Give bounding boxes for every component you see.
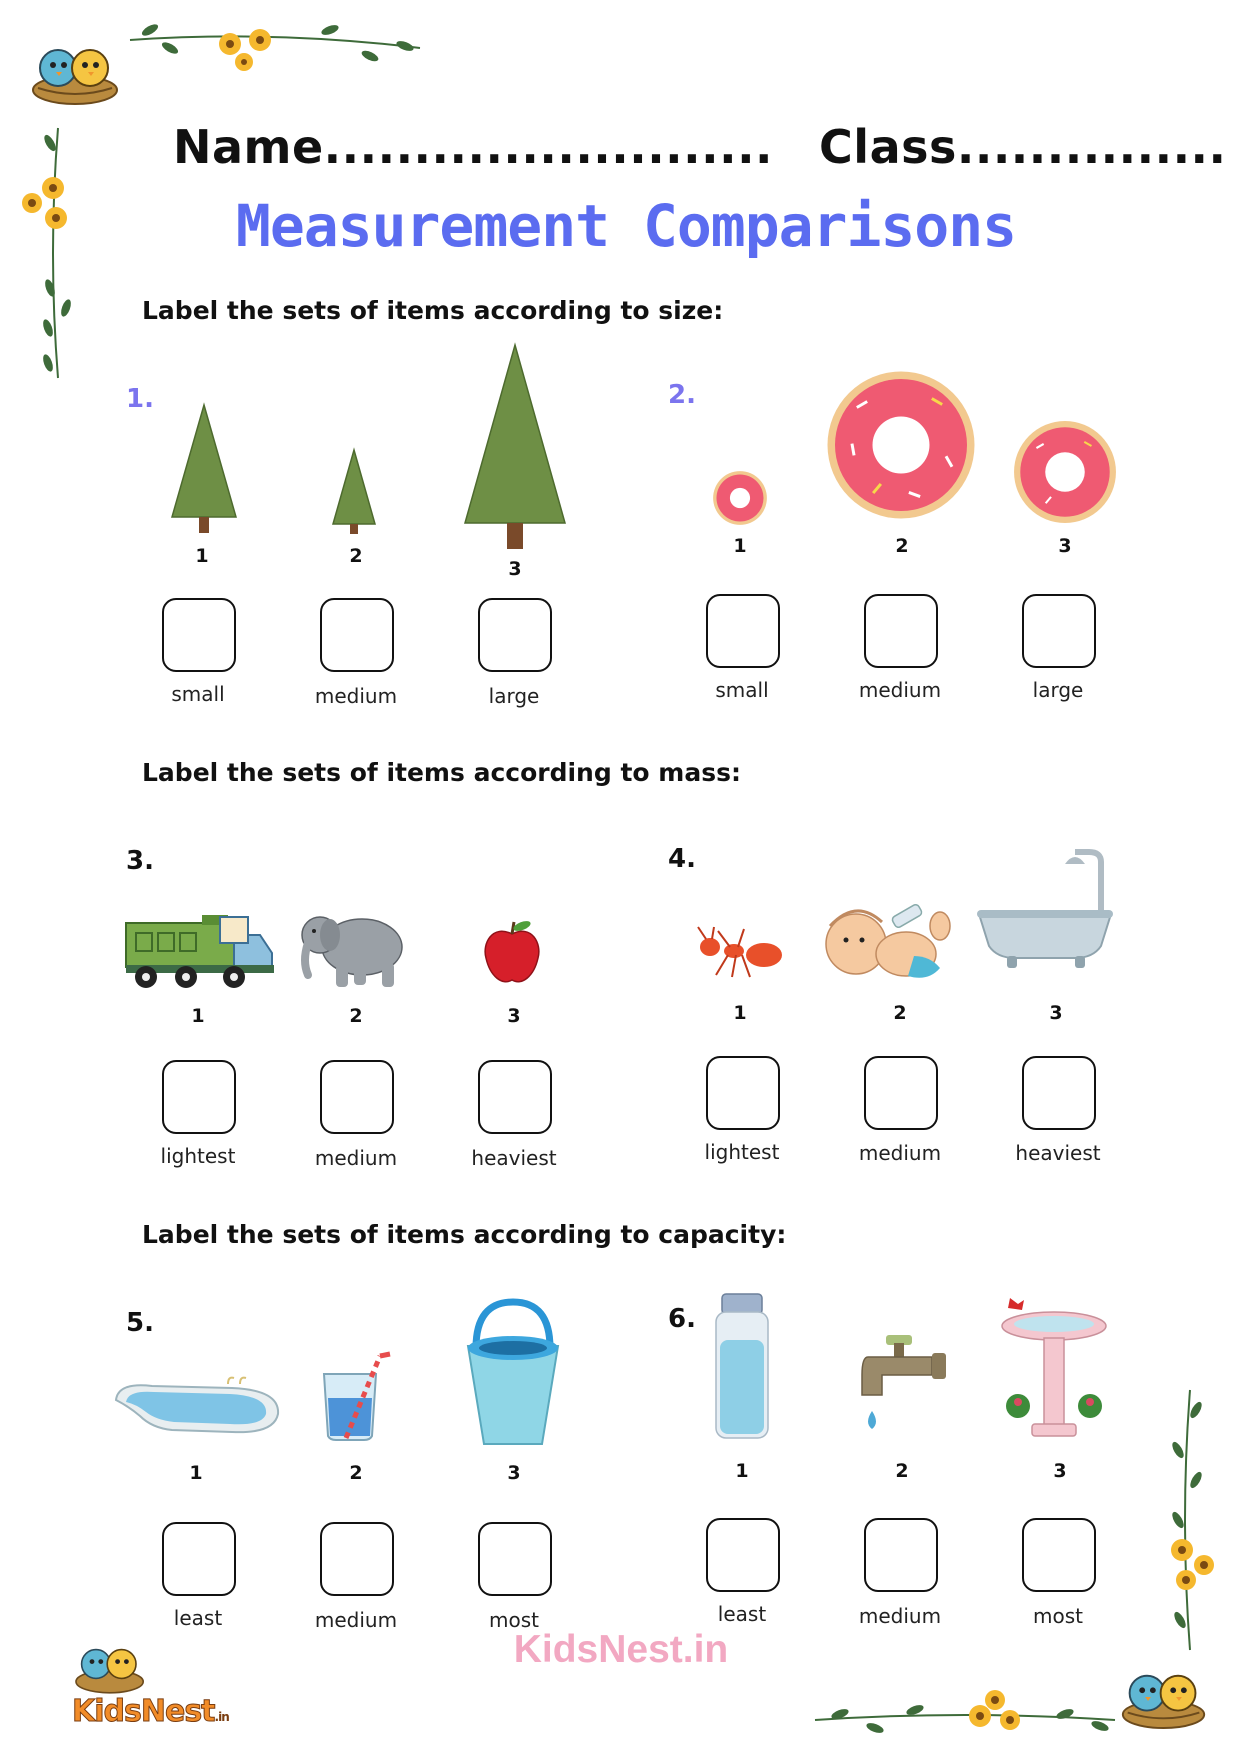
item-number: 1 [189,1462,203,1484]
apple-icon [482,918,542,986]
page-title: Measurement Comparisons [235,192,1017,260]
item-number: 1 [733,535,747,557]
item-number: 3 [508,558,522,580]
bird-nest-icon [1118,1664,1210,1732]
watermark: KidsNest.in [513,1628,729,1671]
answer-label: most [489,1608,539,1632]
answer-label: medium [314,1146,398,1170]
item-number: 1 [733,1002,747,1024]
answer-label: medium [314,1608,398,1632]
answer-box[interactable] [864,1056,938,1130]
answer-box[interactable] [320,1060,394,1134]
question-number: 4. [668,844,696,874]
section-heading-size: Label the sets of items according to size: [142,296,724,325]
answer-box[interactable] [864,594,938,668]
bathtub-icon [975,850,1115,978]
brand-name: KidsNest [72,1694,215,1729]
answer-label: heaviest [1015,1141,1101,1165]
ant-icon [692,925,784,980]
donut-icon [712,470,768,526]
tree-icon [172,405,236,535]
question-number: 6. [668,1304,696,1334]
answer-box[interactable] [706,594,780,668]
header [173,120,1227,174]
answer-label: lightest [160,1144,236,1168]
question-number: 5. [126,1308,154,1338]
name-field-label[interactable]: Name......................... [173,120,774,174]
brand-suffix: .in [214,1710,229,1724]
section-heading-capacity: Label the sets of items according to capacity: [142,1220,787,1249]
item-number: 2 [349,1005,363,1027]
tap-icon [848,1335,950,1445]
answer-label: lightest [704,1140,780,1164]
flower-vine-icon [1160,1390,1220,1650]
answer-label: medium [314,684,398,708]
answer-label: medium [858,1604,942,1628]
answer-label: least [173,1606,223,1630]
answer-box[interactable] [1022,594,1096,668]
item-number: 2 [895,535,909,557]
donut-icon [825,370,977,520]
answer-label: small [171,682,225,706]
glass-icon [318,1352,394,1442]
item-number: 2 [893,1002,907,1024]
section-heading-mass: Label the sets of items according to mass: [142,758,741,787]
bottle-icon [712,1290,772,1442]
answer-label: most [1033,1604,1083,1628]
donut-icon [1013,420,1117,524]
brand-logo [72,1694,229,1729]
answer-label: large [1032,678,1084,702]
answer-label: large [488,684,540,708]
elephant-icon [298,905,408,993]
item-number: 3 [1053,1460,1067,1482]
answer-box[interactable] [320,1522,394,1596]
baby-icon [822,900,957,988]
birdbath-icon [996,1290,1106,1445]
item-number: 2 [895,1460,909,1482]
tree-icon [333,450,375,535]
question-number: 2. [668,380,696,410]
item-number: 3 [1058,535,1072,557]
answer-label: medium [858,678,942,702]
question-number: 1. [126,384,154,414]
answer-box[interactable] [864,1518,938,1592]
answer-box[interactable] [478,598,552,672]
tree-icon [465,345,565,550]
item-number: 2 [349,545,363,567]
answer-box[interactable] [162,598,236,672]
truck-icon [122,905,277,990]
question-number: 3. [126,846,154,876]
item-number: 3 [1049,1002,1063,1024]
item-number: 1 [735,1460,749,1482]
bucket-icon [464,1298,562,1448]
answer-label: medium [858,1141,942,1165]
answer-box[interactable] [162,1522,236,1596]
flower-vine-icon [815,1690,1115,1750]
answer-label: least [717,1602,767,1626]
bird-nest-icon [28,38,123,108]
answer-box[interactable] [478,1060,552,1134]
pool-icon [112,1376,282,1438]
flower-vine-icon [130,18,420,78]
answer-label: small [715,678,769,702]
item-number: 3 [507,1462,521,1484]
class-field-label[interactable]: Class............... [819,120,1227,174]
answer-box[interactable] [706,1518,780,1592]
answer-box[interactable] [478,1522,552,1596]
answer-box[interactable] [320,598,394,672]
item-number: 1 [191,1005,205,1027]
item-number: 3 [507,1005,521,1027]
bird-nest-icon [72,1640,148,1696]
item-number: 2 [349,1462,363,1484]
answer-label: heaviest [471,1146,557,1170]
answer-box[interactable] [1022,1056,1096,1130]
item-number: 1 [195,545,209,567]
answer-box[interactable] [1022,1518,1096,1592]
answer-box[interactable] [162,1060,236,1134]
answer-box[interactable] [706,1056,780,1130]
